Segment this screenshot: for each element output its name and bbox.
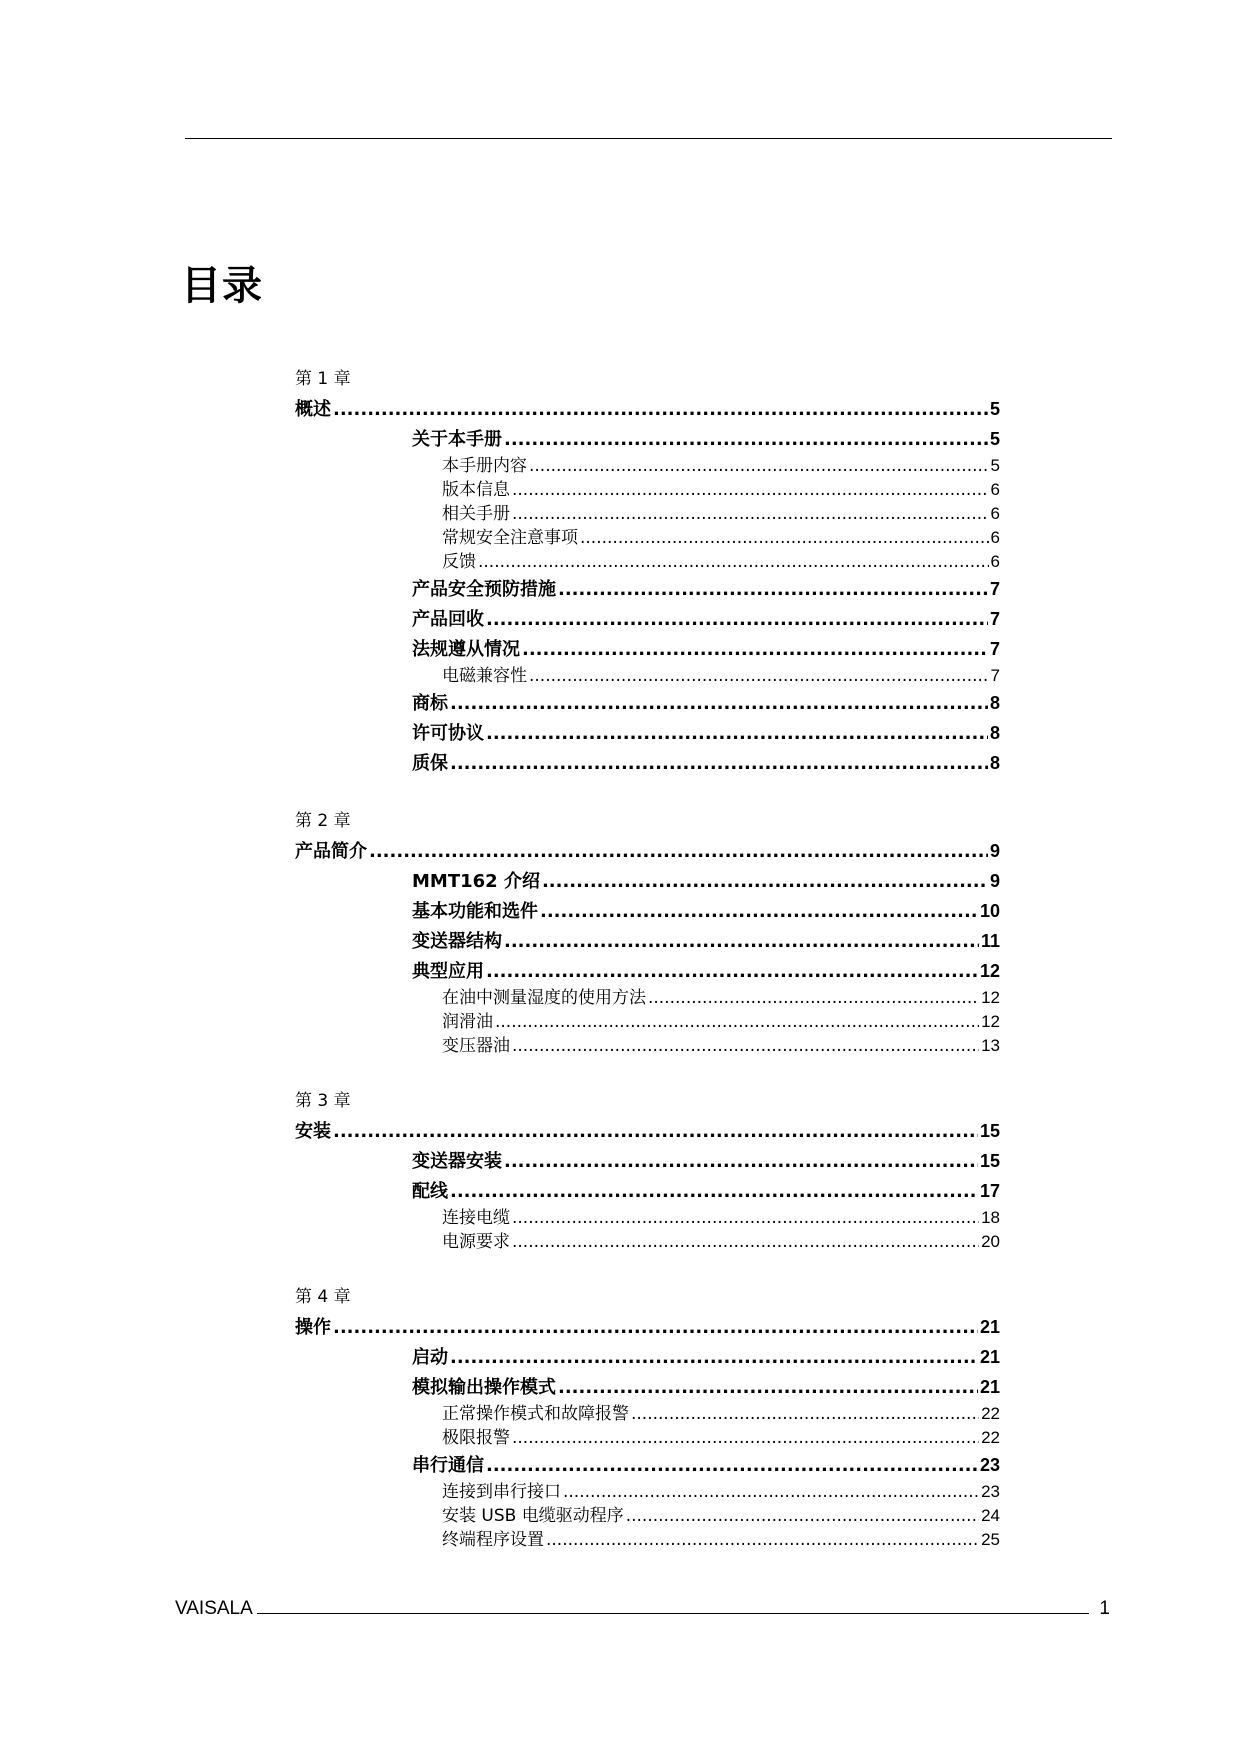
toc-section-entry[interactable] xyxy=(412,718,1000,748)
toc-subsection-entry[interactable] xyxy=(442,478,1000,502)
dot-leader xyxy=(540,897,978,927)
page-footer xyxy=(175,1598,1110,1620)
toc-page-number: 7 xyxy=(989,639,1000,659)
toc-subsection-entry[interactable] xyxy=(442,502,1000,526)
chapter-label: 第 2 章 xyxy=(295,811,351,831)
toc-page-number: 12 xyxy=(979,961,1000,981)
toc-page-number: 6 xyxy=(990,552,1000,571)
toc-entry-title: 概述 xyxy=(295,399,331,420)
toc-entry-title: MMT162 介绍 xyxy=(412,871,540,892)
toc-chapter-entry[interactable] xyxy=(295,1312,1000,1342)
toc-subsection-entry[interactable] xyxy=(442,986,1000,1010)
toc-entry-title: 终端程序设置 xyxy=(442,1530,544,1550)
toc-entry-title: 启动 xyxy=(412,1347,448,1368)
dot-leader xyxy=(450,1343,978,1373)
toc-section-entry[interactable] xyxy=(412,1176,1000,1206)
toc-entry-title: 连接到串行接口 xyxy=(442,1482,561,1502)
toc-subsection-entry[interactable] xyxy=(442,664,1000,688)
footer-page-number: 1 xyxy=(1099,1598,1110,1619)
toc-page-number: 8 xyxy=(989,693,1000,713)
dot-leader xyxy=(512,1206,979,1230)
toc-chapter-entry[interactable] xyxy=(295,394,1000,424)
toc-chapter xyxy=(295,1282,1000,1552)
toc-section-entry[interactable] xyxy=(412,634,1000,664)
toc-entry-title: 相关手册 xyxy=(442,504,510,524)
toc-section-entry[interactable] xyxy=(412,896,1000,926)
toc-entry-title: 基本功能和选件 xyxy=(412,901,538,922)
dot-leader xyxy=(450,689,988,719)
toc-subsection-entry[interactable] xyxy=(442,526,1000,550)
toc-entry-title: 产品简介 xyxy=(295,841,367,862)
toc-section-entry[interactable] xyxy=(412,926,1000,956)
dot-leader xyxy=(631,1402,979,1426)
dot-leader xyxy=(369,837,988,867)
dot-leader xyxy=(333,395,988,425)
dot-leader xyxy=(512,1426,979,1450)
toc-subsection-entry[interactable] xyxy=(442,454,1000,478)
dot-leader xyxy=(648,986,979,1010)
dot-leader xyxy=(450,1177,978,1207)
toc-page-number: 25 xyxy=(981,1530,1000,1549)
dot-leader xyxy=(558,575,988,605)
toc-section-entry[interactable] xyxy=(412,866,1000,896)
toc-page-number: 9 xyxy=(989,871,1000,891)
toc-subsection-entry[interactable] xyxy=(442,1480,1000,1504)
footer-rule xyxy=(257,1613,1090,1614)
toc-chapter xyxy=(295,1086,1000,1254)
toc-page-number: 9 xyxy=(989,841,1000,861)
toc-page-number: 6 xyxy=(990,480,1000,499)
dot-leader xyxy=(546,1528,979,1552)
toc-entry-title: 本手册内容 xyxy=(442,456,527,476)
toc-entry-title: 变送器结构 xyxy=(412,931,502,952)
toc-entry-title: 商标 xyxy=(412,693,448,714)
toc-section-entry[interactable] xyxy=(412,956,1000,986)
page-title: 目录 xyxy=(181,263,263,309)
toc-page-number: 12 xyxy=(981,1012,1000,1031)
toc-entry-title: 电源要求 xyxy=(442,1232,510,1252)
toc-entry-title: 质保 xyxy=(412,753,448,774)
dot-leader xyxy=(626,1504,979,1528)
toc-page-number: 11 xyxy=(980,931,1000,951)
toc-page-number: 7 xyxy=(989,609,1000,629)
dot-leader xyxy=(580,526,989,550)
toc-section-entry[interactable] xyxy=(412,688,1000,718)
toc-entry-title: 电磁兼容性 xyxy=(442,666,527,686)
dot-leader xyxy=(512,1034,979,1058)
toc-section-entry[interactable] xyxy=(412,424,1000,454)
dot-leader xyxy=(450,749,988,779)
toc-entry-title: 在油中测量湿度的使用方法 xyxy=(442,988,646,1008)
toc-page-number: 5 xyxy=(989,399,1000,419)
toc-subsection-entry[interactable] xyxy=(442,1034,1000,1058)
toc-subsection-entry[interactable] xyxy=(442,1528,1000,1552)
toc-page-number: 20 xyxy=(981,1232,1000,1251)
toc-entry-title: 产品回收 xyxy=(412,609,484,630)
dot-leader xyxy=(495,1010,979,1034)
toc-entry-title: 极限报警 xyxy=(442,1428,510,1448)
toc-entry-title: 正常操作模式和故障报警 xyxy=(442,1404,629,1424)
toc-section-entry[interactable] xyxy=(412,604,1000,634)
toc-page-number: 21 xyxy=(979,1347,1000,1367)
dot-leader xyxy=(504,927,979,957)
dot-leader xyxy=(478,550,989,574)
toc-section-entry[interactable] xyxy=(412,748,1000,778)
toc-page-number: 22 xyxy=(981,1428,1000,1447)
toc-page-number: 23 xyxy=(981,1482,1000,1501)
toc-chapter xyxy=(295,364,1000,778)
toc-page-number: 5 xyxy=(989,429,1000,449)
toc-chapter xyxy=(295,806,1000,1058)
toc-section-entry[interactable] xyxy=(412,1342,1000,1372)
dot-leader xyxy=(529,454,989,478)
toc-entry-title: 常规安全注意事项 xyxy=(442,528,578,548)
dot-leader xyxy=(563,1480,979,1504)
toc-page-number: 8 xyxy=(989,753,1000,773)
dot-leader xyxy=(333,1117,978,1147)
toc-page-number: 12 xyxy=(981,988,1000,1007)
dot-leader xyxy=(486,1451,978,1481)
toc-page-number: 17 xyxy=(979,1181,1000,1201)
dot-leader xyxy=(558,1373,978,1403)
toc-subsection-entry[interactable] xyxy=(442,1504,1000,1528)
toc-entry-title: 产品安全预防措施 xyxy=(412,579,556,600)
toc-section-entry[interactable] xyxy=(412,1372,1000,1402)
toc-page-number: 6 xyxy=(990,504,1000,523)
toc-page-number: 6 xyxy=(990,528,1000,547)
toc-page-number: 23 xyxy=(979,1455,1000,1475)
toc-entry-title: 版本信息 xyxy=(442,480,510,500)
toc-entry-title: 连接电缆 xyxy=(442,1208,510,1228)
toc-section-entry[interactable] xyxy=(412,574,1000,604)
chapter-label: 第 1 章 xyxy=(295,369,351,389)
toc-entry-title: 典型应用 xyxy=(412,961,484,982)
chapter-label: 第 4 章 xyxy=(295,1287,351,1307)
toc-entry-title: 模拟输出操作模式 xyxy=(412,1377,556,1398)
dot-leader xyxy=(512,478,989,502)
dot-leader xyxy=(542,867,988,897)
toc-chapter-entry[interactable] xyxy=(295,1116,1000,1146)
dot-leader xyxy=(486,605,988,635)
toc-page-number: 21 xyxy=(979,1377,1000,1397)
dot-leader xyxy=(486,957,978,987)
header-rule xyxy=(185,138,1112,139)
toc-page-number: 7 xyxy=(989,579,1000,599)
toc-page-number: 7 xyxy=(990,666,1000,685)
toc-entry-title: 串行通信 xyxy=(412,1455,484,1476)
toc-entry-title: 关于本手册 xyxy=(412,429,502,450)
toc-page-number: 13 xyxy=(981,1036,1000,1055)
dot-leader xyxy=(512,502,989,526)
toc-page-number: 24 xyxy=(981,1506,1000,1525)
toc-entry-title: 安装 xyxy=(295,1121,331,1142)
toc-page-number: 8 xyxy=(989,723,1000,743)
toc-page-number: 10 xyxy=(979,901,1000,921)
dot-leader xyxy=(333,1313,978,1343)
toc-section-entry[interactable] xyxy=(412,1146,1000,1176)
toc-entry-title: 变压器油 xyxy=(442,1036,510,1056)
table-of-contents xyxy=(295,364,1000,1580)
toc-subsection-entry[interactable] xyxy=(442,1426,1000,1450)
toc-entry-title: 法规遵从情况 xyxy=(412,639,520,660)
toc-page-number: 18 xyxy=(981,1208,1000,1227)
toc-page-number: 15 xyxy=(979,1121,1000,1141)
toc-entry-title: 许可协议 xyxy=(412,723,484,744)
toc-chapter-entry[interactable] xyxy=(295,836,1000,866)
toc-entry-title: 操作 xyxy=(295,1317,331,1338)
toc-subsection-entry[interactable] xyxy=(442,1010,1000,1034)
toc-section-entry[interactable] xyxy=(412,1450,1000,1480)
toc-page-number: 15 xyxy=(979,1151,1000,1171)
chapter-label: 第 3 章 xyxy=(295,1091,351,1111)
dot-leader xyxy=(529,664,989,688)
dot-leader xyxy=(504,425,988,455)
toc-entry-title: 变送器安装 xyxy=(412,1151,502,1172)
toc-subsection-entry[interactable] xyxy=(442,1230,1000,1254)
dot-leader xyxy=(512,1230,979,1254)
dot-leader xyxy=(522,635,988,665)
toc-entry-title: 反馈 xyxy=(442,552,476,572)
toc-page-number: 22 xyxy=(981,1404,1000,1423)
toc-subsection-entry[interactable] xyxy=(442,1206,1000,1230)
toc-entry-title: 润滑油 xyxy=(442,1012,493,1032)
toc-subsection-entry[interactable] xyxy=(442,1402,1000,1426)
toc-subsection-entry[interactable] xyxy=(442,550,1000,574)
toc-entry-title: 安装 USB 电缆驱动程序 xyxy=(442,1506,624,1526)
dot-leader xyxy=(486,719,988,749)
toc-entry-title: 配线 xyxy=(412,1181,448,1202)
toc-page-number: 5 xyxy=(990,456,1000,475)
footer-brand: VAISALA xyxy=(175,1598,253,1619)
toc-page-number: 21 xyxy=(979,1317,1000,1337)
dot-leader xyxy=(504,1147,978,1177)
